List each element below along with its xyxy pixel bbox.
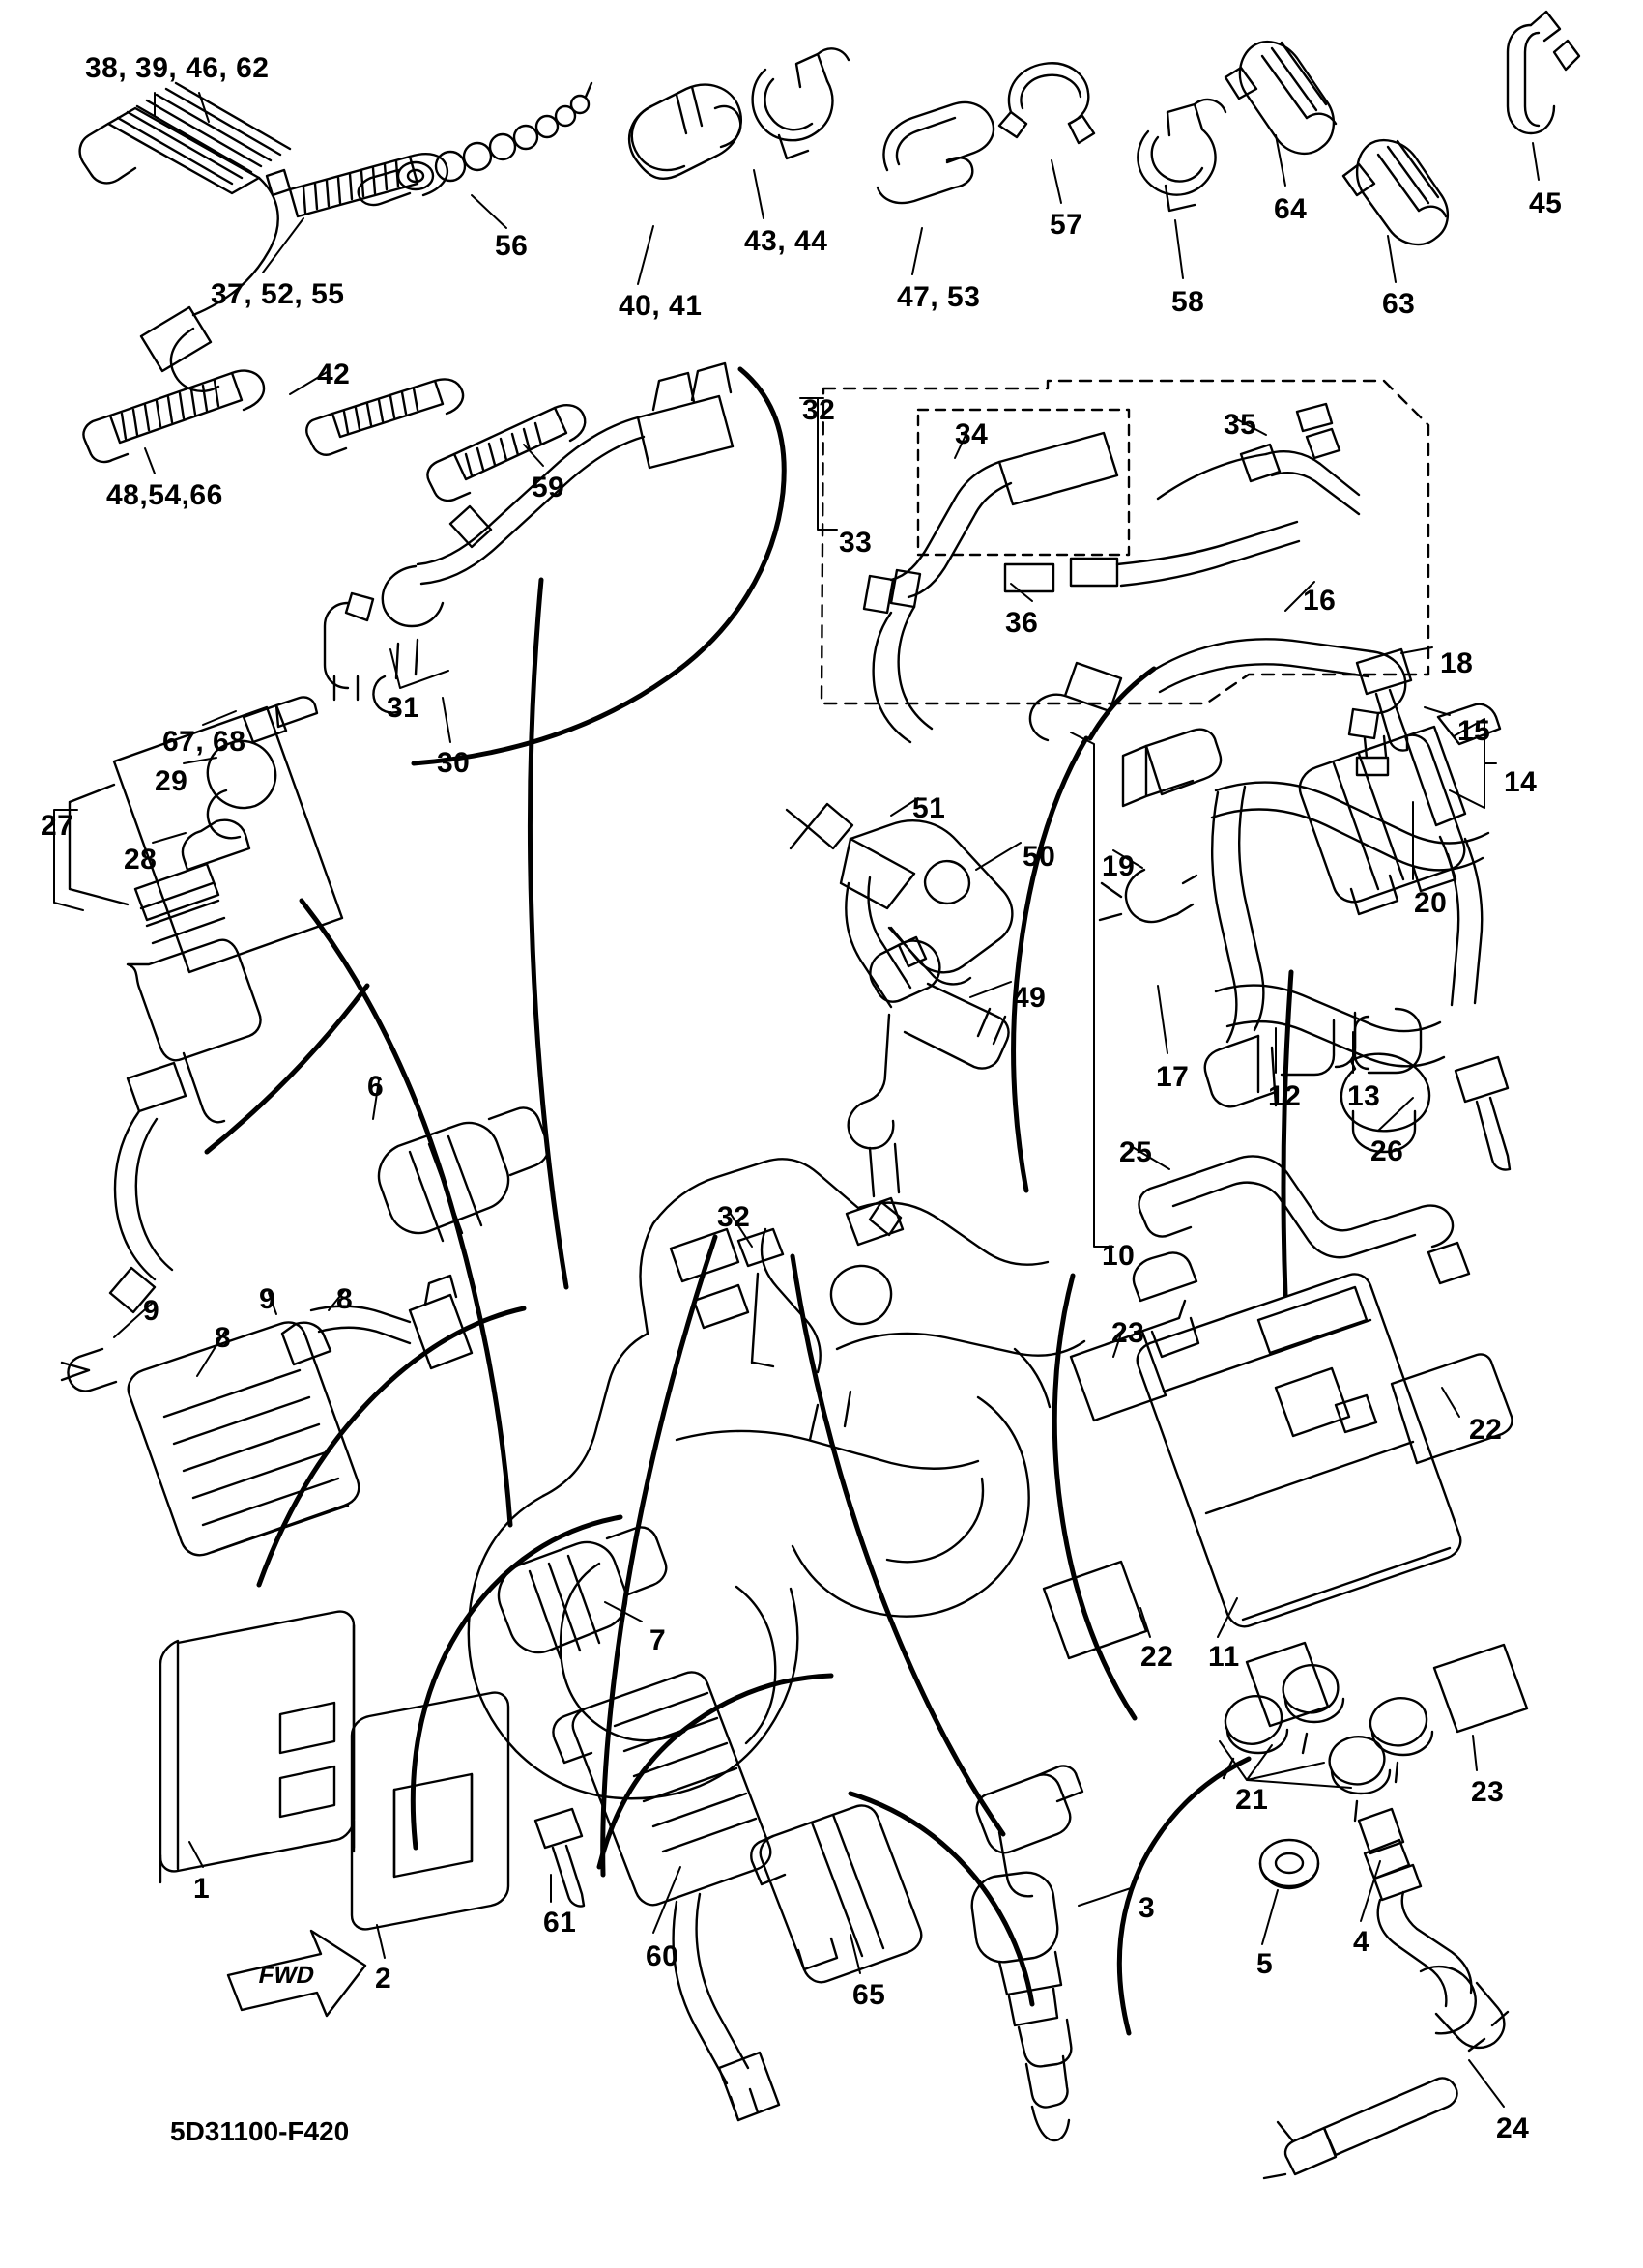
callout-42: 42 (317, 359, 351, 390)
part-chain-56 (359, 83, 591, 205)
callout-6: 6 (367, 1071, 385, 1103)
callout-56: 56 (495, 230, 529, 262)
part-spark-plug-4 (1359, 1809, 1508, 2051)
group-boundary-32 (822, 381, 1428, 703)
callout-32-top: 32 (802, 394, 836, 426)
callout-12: 12 (1268, 1080, 1302, 1112)
callout-67-68: 67, 68 (162, 726, 246, 758)
callout-8-upper: 8 (336, 1283, 354, 1315)
part-clamp-58 (1138, 100, 1225, 211)
callout-25: 25 (1119, 1136, 1153, 1168)
callout-64: 64 (1274, 193, 1308, 225)
callout-15: 15 (1457, 715, 1491, 747)
callout-29: 29 (155, 765, 188, 797)
callout-57: 57 (1050, 209, 1083, 241)
callout-51: 51 (912, 792, 946, 824)
callout-7: 7 (649, 1624, 667, 1656)
callout-27: 27 (41, 810, 74, 842)
callout-11: 11 (1208, 1641, 1240, 1673)
part-clamp-57 (999, 63, 1094, 143)
callout-17: 17 (1156, 1061, 1190, 1093)
part-cable-16 (1030, 639, 1405, 775)
part-tie-42 (306, 379, 463, 454)
callout-59: 59 (532, 472, 565, 503)
part-clamp-47-53 (878, 102, 994, 203)
part-bracket-12-13-17-19-20 (1100, 730, 1510, 1170)
callout-3: 3 (1139, 1892, 1156, 1924)
part-clamp-43-44 (753, 48, 849, 158)
callout-4: 4 (1353, 1926, 1370, 1958)
part-code-label: 5D31100-F420 (170, 2116, 350, 2146)
part-ignition-switch (70, 697, 342, 1315)
callout-10: 10 (1102, 1240, 1136, 1272)
callout-31: 31 (387, 692, 420, 724)
part-clamp-45 (1508, 12, 1579, 133)
leader-lines (54, 93, 1539, 2107)
callout-30: 30 (437, 747, 471, 779)
part-band-38-39-46-62 (80, 83, 290, 391)
callout-35: 35 (1224, 409, 1257, 441)
callout-23-right: 23 (1471, 1776, 1505, 1808)
callout-20: 20 (1414, 887, 1448, 919)
callout-16: 16 (1303, 585, 1337, 617)
callout-40-41: 40, 41 (619, 290, 703, 322)
part-tool-24 (1264, 2078, 1457, 2178)
callout-8-lower: 8 (215, 1322, 232, 1354)
part-module-60 (553, 1672, 779, 2120)
callout-5: 5 (1256, 1948, 1274, 1980)
part-ring-5 (1260, 1840, 1318, 1888)
callout-32-center: 32 (717, 1201, 751, 1233)
callout-34: 34 (955, 418, 989, 450)
callout-48-54-66: 48,54,66 (106, 479, 223, 511)
callout-19: 19 (1102, 850, 1136, 882)
callout-65: 65 (852, 1979, 886, 2011)
callout-22-right: 22 (1469, 1414, 1503, 1446)
part-lead-30-31 (325, 363, 733, 713)
callout-33: 33 (839, 527, 873, 559)
callout-49: 49 (1013, 982, 1047, 1014)
callout-63: 63 (1382, 288, 1416, 320)
part-harness-34-35-36 (864, 404, 1359, 742)
part-ecu-2 (352, 1693, 508, 1930)
callout-43-44: 43, 44 (744, 225, 828, 257)
part-clamp-64 (1225, 42, 1336, 154)
callout-61: 61 (543, 1907, 577, 1938)
part-screw-61 (535, 1809, 584, 1907)
callout-36: 36 (1005, 607, 1039, 639)
part-clamp-63 (1343, 140, 1448, 244)
callout-23-left: 23 (1111, 1317, 1145, 1349)
callout-45: 45 (1529, 187, 1563, 219)
part-sensor-49 (849, 937, 1009, 1235)
callout-26: 26 (1370, 1135, 1404, 1167)
callout-58: 58 (1171, 286, 1205, 318)
callout-38-39-46-62: 38, 39, 46, 62 (85, 52, 270, 84)
callout-2: 2 (375, 1963, 392, 1995)
callout-18: 18 (1440, 647, 1474, 679)
callout-21: 21 (1235, 1784, 1269, 1816)
part-regulator-8-9 (62, 1276, 472, 1555)
callout-50: 50 (1023, 841, 1056, 873)
callout-24: 24 (1496, 2112, 1530, 2144)
callout-1: 1 (193, 1873, 211, 1905)
callout-47-53: 47, 53 (897, 281, 981, 313)
callout-37-52-55: 37, 52, 55 (211, 278, 345, 310)
callout-9-upper: 9 (259, 1283, 276, 1315)
part-ignition-cap-3 (972, 1766, 1082, 2140)
part-relay-65 (751, 1805, 921, 1982)
callout-13: 13 (1347, 1080, 1381, 1112)
callout-60: 60 (646, 1940, 679, 1972)
callout-22-left: 22 (1140, 1641, 1174, 1673)
part-bracket-50-51 (787, 804, 1012, 1007)
fwd-label: FWD (256, 1962, 318, 1989)
callout-9-lower: 9 (143, 1295, 160, 1327)
part-connector-6 (379, 1108, 548, 1242)
part-tie-48-54-66 (83, 371, 264, 462)
callout-14: 14 (1504, 766, 1538, 798)
group-boundary-33 (918, 410, 1129, 555)
part-clamp-40-41 (629, 85, 741, 179)
part-connector-7 (499, 1528, 666, 1659)
callout-28: 28 (124, 844, 158, 876)
